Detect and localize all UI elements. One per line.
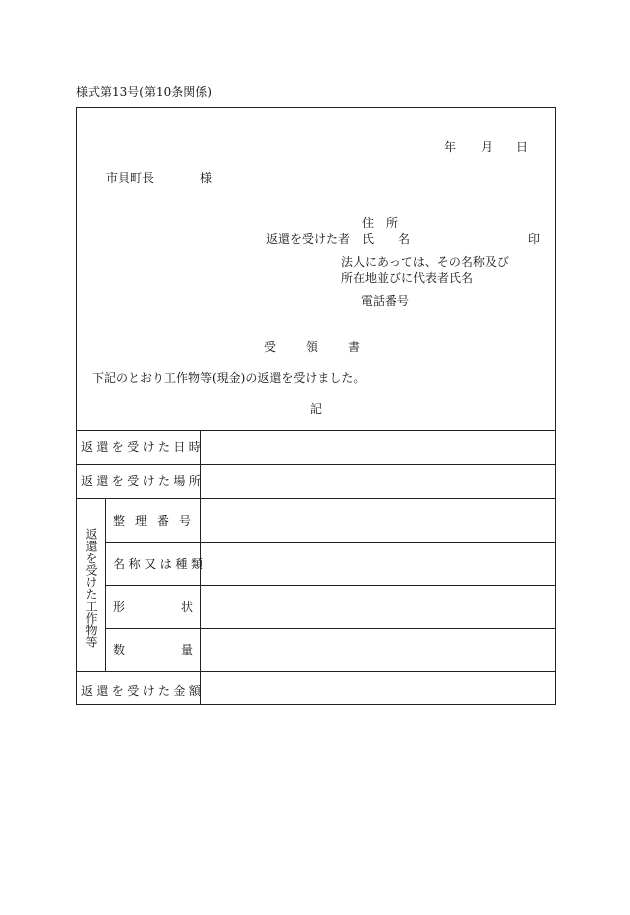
corporate-note-line1: 法人にあっては、その名称及び bbox=[341, 255, 509, 269]
phone-label: 電話番号 bbox=[361, 294, 410, 308]
statement: 下記のとおり工作物等(現金)の返還を受けました。 bbox=[92, 371, 366, 385]
value-shape[interactable] bbox=[201, 586, 555, 628]
row-label-group: 返還を受けた工作物等 bbox=[84, 528, 98, 648]
receiver-role-label: 返還を受けた者 bbox=[266, 232, 351, 246]
address-label: 住 所 bbox=[362, 216, 399, 230]
date-month: 月 bbox=[481, 140, 494, 154]
ki-mark: 記 bbox=[310, 402, 323, 416]
row-label-received-datetime: 返還を受けた日時 bbox=[81, 440, 205, 454]
date-day: 日 bbox=[516, 140, 529, 154]
group-divider bbox=[105, 498, 106, 671]
seal-mark: 印 bbox=[528, 232, 541, 246]
row-label-received-place: 返還を受けた場所 bbox=[81, 474, 205, 488]
value-received-datetime[interactable] bbox=[201, 431, 555, 464]
value-received-place[interactable] bbox=[201, 465, 555, 498]
corporate-note-line2: 所在地並びに代表者氏名 bbox=[341, 271, 474, 285]
row-label-shape: 形状 bbox=[113, 600, 250, 614]
value-received-amount[interactable] bbox=[201, 672, 555, 704]
addressee-honorific: 様 bbox=[200, 171, 213, 185]
document-title: 受 領 書 bbox=[264, 340, 363, 354]
value-name-or-type[interactable] bbox=[201, 543, 555, 585]
value-quantity[interactable] bbox=[201, 629, 555, 671]
form-title: 様式第13号(第10条関係) bbox=[76, 85, 212, 99]
addressee-office: 市貝町長 bbox=[106, 171, 155, 185]
row-label-management-number: 整理番号 bbox=[113, 514, 202, 528]
row-label-quantity: 数量 bbox=[113, 643, 250, 657]
date-year: 年 bbox=[444, 140, 457, 154]
row-label-name-or-type: 名称又は種類 bbox=[113, 557, 207, 571]
row-label-received-amount: 返還を受けた金額 bbox=[81, 684, 205, 698]
value-management-number[interactable] bbox=[201, 499, 555, 542]
name-label: 氏 名 bbox=[362, 232, 411, 246]
